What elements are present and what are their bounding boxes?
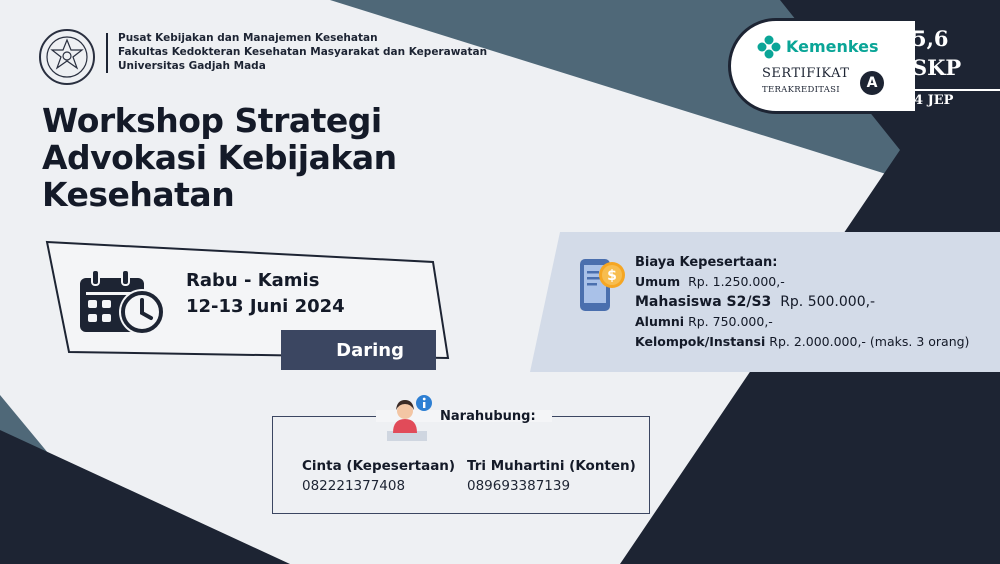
contact-name: Cinta (Kepesertaan) — [302, 458, 456, 474]
title-line-1: Workshop Strategi — [42, 101, 382, 140]
institution-line-3: Universitas Gadjah Mada — [118, 60, 266, 72]
event-mode-label: Daring — [336, 339, 404, 361]
phone-payment-icon — [578, 257, 628, 313]
customer-service-icon — [383, 393, 435, 445]
event-days: Rabu - Kamis — [186, 270, 320, 291]
contact-phone: 082221377408 — [302, 478, 406, 494]
fee-row — [635, 312, 969, 332]
institution-block — [118, 31, 487, 73]
university-seal-icon — [38, 28, 96, 86]
fee-value: Rp. 2.000.000,- (maks. 3 orang) — [769, 334, 970, 349]
header-divider — [106, 33, 108, 73]
contact-phone: 089693387139 — [467, 478, 571, 494]
contact-name: Tri Muhartini (Konten) — [467, 458, 636, 474]
fee-value: Rp. 1.250.000,- — [688, 274, 785, 289]
calendar-clock-icon — [78, 270, 168, 336]
fee-value: Rp. 500.000,- — [780, 294, 876, 310]
fee-label: Alumni — [635, 314, 685, 329]
accredited-label: TERAKREDITASI — [762, 85, 840, 95]
svg-text:$: $ — [607, 268, 617, 284]
title-line-3: Kesehatan — [42, 175, 235, 214]
fee-value: Rp. 750.000,- — [688, 314, 773, 329]
event-dates: 12-13 Juni 2024 — [186, 296, 345, 317]
kemenkes-logo-icon — [756, 34, 782, 60]
workshop-title — [42, 102, 397, 213]
skp-value: 5,6 — [912, 26, 949, 51]
fee-label: Umum — [635, 274, 681, 289]
fee-row — [635, 272, 969, 292]
kemenkes-brand: Kemenkes — [786, 37, 879, 56]
fee-heading: Biaya Kepesertaan: — [635, 255, 778, 270]
fee-label: Mahasiswa S2/S3 — [635, 294, 772, 310]
event-mode-badge — [281, 330, 436, 370]
fee-row — [635, 292, 969, 312]
certificate-label: SERTIFIKAT — [762, 66, 850, 81]
fee-row — [635, 332, 969, 352]
institution-line-2: Fakultas Kedokteran Kesehatan Masyarakat dan Keperawatan — [118, 46, 488, 58]
institution-line-1: Pusat Kebijakan dan Manajemen Kesehatan — [118, 32, 378, 44]
skp-divider — [900, 89, 1000, 91]
contact-heading: Narahubung: — [440, 409, 536, 424]
accreditation-grade: A — [860, 71, 884, 95]
fee-label: Kelompok/Instansi — [635, 334, 766, 349]
title-line-2: Advokasi Kebijakan — [42, 138, 397, 177]
jep-value: 4 JEP — [914, 93, 954, 108]
skp-unit: SKP — [912, 55, 962, 80]
fee-list — [635, 255, 969, 352]
